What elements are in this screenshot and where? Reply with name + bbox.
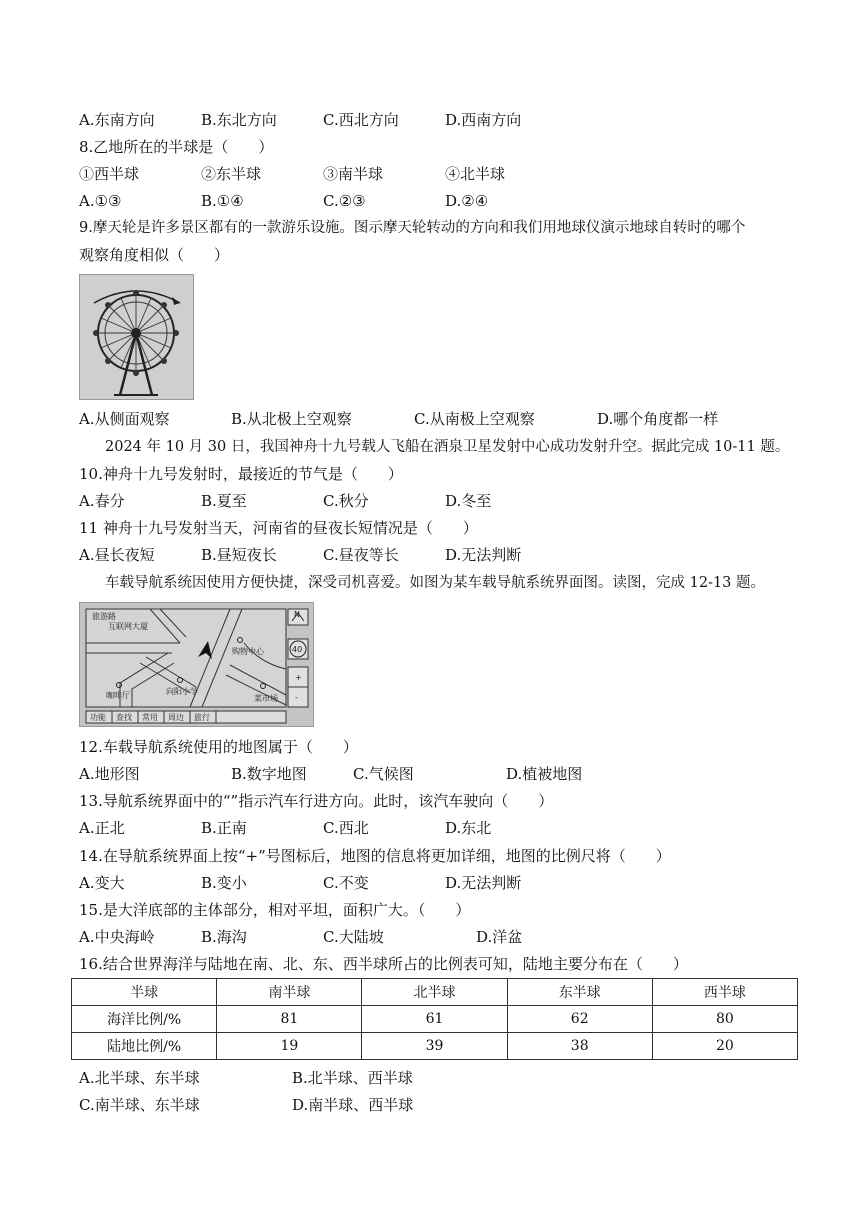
q16-option-a: A.北半球、东半球 bbox=[79, 1069, 200, 1087]
table-cell: 20 bbox=[652, 1033, 797, 1060]
q10-stem: 10.神舟十九号发射时，最接近的节气是（ ） bbox=[79, 465, 403, 483]
nav-button-travel[interactable]: 旅行 bbox=[194, 713, 210, 722]
q8-item-3: ③南半球 bbox=[323, 165, 384, 183]
q10-option-d: D.冬至 bbox=[445, 492, 492, 510]
table-header-row bbox=[72, 979, 798, 1006]
q12-option-b: B.数字地图 bbox=[231, 765, 307, 783]
ferris-wheel-figure bbox=[79, 274, 194, 400]
q12-option-d: D.植被地图 bbox=[506, 765, 583, 783]
table-header-cell: 西半球 bbox=[652, 979, 797, 1006]
q10-option-b: B.夏至 bbox=[201, 492, 247, 510]
q8-option-a: A.①③ bbox=[79, 192, 122, 210]
q14-option-c: C.不变 bbox=[323, 874, 369, 892]
table-cell: 19 bbox=[217, 1033, 362, 1060]
speed-display: 40 bbox=[292, 645, 303, 654]
q16-stem: 16.结合世界海洋与陆地在南、北、东、西半球所占的比例表可知，陆地主要分布在（ ） bbox=[79, 955, 688, 973]
q16-option-c: C.南半球、东半球 bbox=[79, 1096, 200, 1114]
map-label-market: 菜市场 bbox=[254, 694, 278, 703]
q11-option-d: D.无法判断 bbox=[445, 546, 522, 564]
q8-option-c: C.②③ bbox=[323, 192, 366, 210]
q8-item-1: ①西半球 bbox=[79, 165, 140, 183]
q11-option-c: C.昼夜等长 bbox=[323, 546, 399, 564]
table-cell: 80 bbox=[652, 1006, 797, 1033]
q15-option-b: B.海沟 bbox=[201, 928, 247, 946]
q8-option-d: D.②④ bbox=[445, 192, 489, 210]
q16-option-d: D.南半球、西半球 bbox=[292, 1096, 414, 1114]
q12-stem: 12.车载导航系统使用的地图属于（ ） bbox=[79, 738, 358, 756]
map-label-internet-building: 互联网大厦 bbox=[108, 622, 148, 631]
q14-option-d: D.无法判断 bbox=[445, 874, 522, 892]
q14-option-b: B.变小 bbox=[201, 874, 247, 892]
table-header-cell: 南半球 bbox=[217, 979, 362, 1006]
map-label-shopping-center: 购物中心 bbox=[232, 647, 264, 656]
q13-option-a: A.正北 bbox=[79, 819, 125, 837]
map-label-school: 向阳小学 bbox=[166, 687, 198, 696]
table-cell: 81 bbox=[217, 1006, 362, 1033]
table-cell: 62 bbox=[507, 1006, 652, 1033]
table-header-cell: 东半球 bbox=[507, 979, 652, 1006]
q9-option-b: B.从北极上空观察 bbox=[231, 410, 352, 428]
q15-option-a: A.中央海岭 bbox=[79, 928, 155, 946]
q10-option-a: A.春分 bbox=[79, 492, 125, 510]
q15-stem: 15.是大洋底部的主体部分，相对平坦，面积广大。（ ） bbox=[79, 901, 471, 919]
q9-option-c: C.从南极上空观察 bbox=[414, 410, 535, 428]
q15-option-d: D.洋盆 bbox=[476, 928, 523, 946]
q14-stem: 14.在导航系统界面上按“+”号图标后，地图的信息将更加详细，地图的比例尺将（ ） bbox=[79, 847, 671, 865]
nav-button-search[interactable]: 查找 bbox=[116, 713, 132, 722]
q8-stem: 8.乙地所在的半球是（ ） bbox=[79, 138, 274, 156]
q11-option-b: B.昼短夜长 bbox=[201, 546, 277, 564]
q8-option-b: B.①④ bbox=[201, 192, 244, 210]
q7-option-d: D.西南方向 bbox=[445, 111, 522, 129]
q11-stem: 11 神舟十九号发射当天，河南省的昼夜长短情况是（ ） bbox=[79, 519, 478, 537]
map-label-cafe: 咖啡厅 bbox=[106, 691, 130, 700]
nav-button-nearby[interactable]: 周边 bbox=[168, 713, 184, 722]
q13-option-c: C.西北 bbox=[323, 819, 369, 837]
table-header-cell: 半球 bbox=[72, 979, 217, 1006]
q15-option-c: C.大陆坡 bbox=[323, 928, 384, 946]
q13-stem: 13.导航系统界面中的“”指示汽车行进方向。此时，该汽车驶向（ ） bbox=[79, 792, 554, 810]
table-row bbox=[72, 1033, 798, 1060]
table-cell: 61 bbox=[362, 1006, 507, 1033]
q9-option-d: D.哪个角度都一样 bbox=[597, 410, 719, 428]
map-label-tourism-road: 旅游路 bbox=[92, 612, 116, 621]
hemisphere-ratio-table bbox=[71, 978, 798, 1060]
q9-option-a: A.从侧面观察 bbox=[79, 410, 170, 428]
q9-stem-line1: 9.摩天轮是许多景区都有的一款游乐设施。图示摩天轮转动的方向和我们用地球仪演示地球自转时的哪个 bbox=[79, 220, 746, 236]
q7-option-c: C.西北方向 bbox=[323, 111, 399, 129]
q14-option-a: A.变大 bbox=[79, 874, 125, 892]
q12-option-a: A.地形图 bbox=[79, 765, 140, 783]
intro-10-11: 2024 年 10 月 30 日，我国神舟十九号载人飞船在酒泉卫星发射中心成功发射升空。据此完成 10-11 题。 bbox=[105, 439, 790, 455]
zoom-out-button[interactable]: - bbox=[295, 693, 298, 702]
table-cell: 38 bbox=[507, 1033, 652, 1060]
q13-option-b: B.正南 bbox=[201, 819, 247, 837]
zoom-in-button[interactable]: + bbox=[295, 673, 302, 682]
q12-option-c: C.气候图 bbox=[353, 765, 414, 783]
q7-option-b: B.东北方向 bbox=[201, 111, 277, 129]
q11-option-a: A.昼长夜短 bbox=[79, 546, 155, 564]
table-cell: 39 bbox=[362, 1033, 507, 1060]
intro-12-13: 车载导航系统因使用方便快捷，深受司机喜爱。如图为某车载导航系统界面图。读图，完成 12-13 题。 bbox=[105, 575, 766, 591]
table-cell: 海洋比例/% bbox=[72, 1006, 217, 1033]
q10-option-c: C.秋分 bbox=[323, 492, 369, 510]
table-cell: 陆地比例/% bbox=[72, 1033, 217, 1060]
table-header-cell: 北半球 bbox=[362, 979, 507, 1006]
nav-button-frequent[interactable]: 常用 bbox=[142, 713, 158, 722]
q8-item-4: ④北半球 bbox=[445, 165, 506, 183]
north-indicator-icon[interactable]: N bbox=[294, 610, 300, 619]
q9-stem-line2: 观察角度相似（ ） bbox=[79, 246, 230, 264]
nav-button-function[interactable]: 功能 bbox=[90, 713, 106, 722]
ferris-wheel-icon bbox=[80, 275, 193, 399]
q16-option-b: B.北半球、西半球 bbox=[292, 1069, 413, 1087]
q8-item-2: ②东半球 bbox=[201, 165, 262, 183]
table-row bbox=[72, 1006, 798, 1033]
q7-option-a: A.东南方向 bbox=[79, 111, 155, 129]
q13-option-d: D.东北 bbox=[445, 819, 492, 837]
nav-map-figure bbox=[79, 602, 314, 727]
